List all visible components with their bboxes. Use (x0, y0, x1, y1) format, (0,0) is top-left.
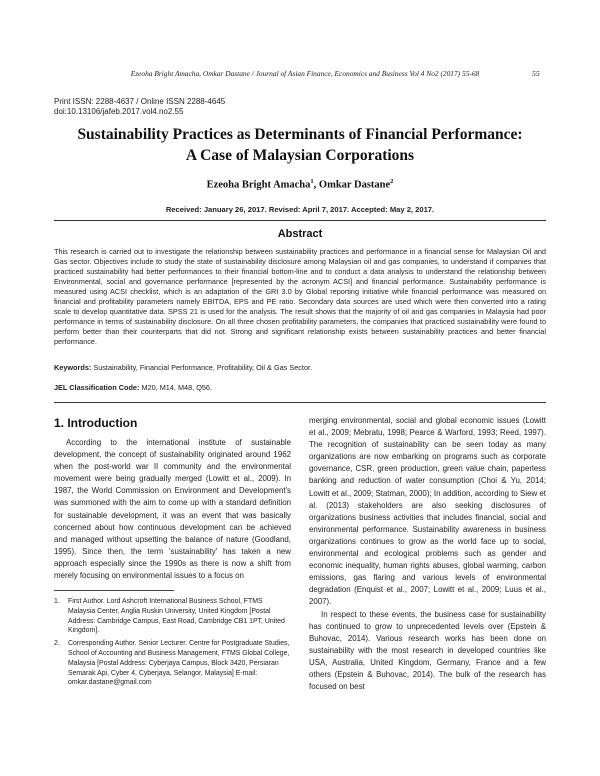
jel-classification (54, 383, 546, 393)
author-separator: , (313, 179, 319, 191)
author-list (40, 178, 560, 191)
abstract-heading: Abstract (277, 228, 323, 240)
footnote-1 (54, 597, 291, 636)
publication-info (54, 97, 225, 117)
intro-paragraph-2: In respect to these events, the business case for sustainability has continued to grow to unprecedented levels over (Epstein & Buhovac, 2014). Various research works has been done on sustainability with the most research in developed countries like USA, Australia, United Kingdom, Germany, France and a few others (Epstein & Buhovac, 2014). The bulk of the research has focused on best (309, 609, 546, 692)
footnote-1-number: 1. (54, 598, 60, 605)
keywords-label: Keywords: (54, 363, 92, 372)
author-2: Omkar Dastane (318, 179, 391, 191)
keywords (54, 363, 546, 373)
author-1-marker: 1 (310, 178, 314, 185)
divider-bottom (54, 402, 546, 403)
section-heading: 1. Introduction (54, 416, 138, 430)
divider-top (54, 220, 546, 221)
footnote-2 (54, 639, 291, 688)
doi-line: doi:10.13106/jafeb.2017.vol4.no2.55 (54, 107, 184, 116)
footnotes (54, 597, 291, 691)
footnote-1-text: First Author. Lord Ashcroft International Business School, FTMS Malaysia Center, Anglia Ruskin University, United Kingdom [Postal Address: Cambridge Campus, East Road, Cambridge CB1 1PT, United Kingdom]. (68, 598, 285, 635)
title-line-2: A Case of Malaysian Corporations (185, 147, 415, 164)
jel-label: JEL Classification Code: (54, 383, 140, 392)
intro-paragraph-1: According to the international institute of sustainable development, the concept of sustainability originated around 1962 when the post-world war II community and the environmental movement were being gradually merged (Lowitt et al., 2009). In 1987, the World Commission on Environment and Development's was summoned with the aim to come up with a standard definition for sustainable development, it was an event that was basically concerned about how continuous development can be achieved and managed without upsetting the balance of nature (Goodland, 1995). Since then, the term 'sustainability' has taken a new approach especially since the 1990s as there is now a shift from merely focusing on environmental issues to a focus on (54, 438, 291, 581)
page-number: 55 (532, 69, 540, 78)
footnote-2-number: 2. (54, 640, 60, 648)
jel-text: M20, M14, M48, Q56. (139, 383, 213, 392)
author-1: Ezeoha Bright Amacha (206, 179, 311, 191)
right-column (309, 415, 546, 693)
footnote-divider (54, 590, 174, 591)
intro-paragraph-1-continued: merging environmental, social and global economic issues (Lowitt et al., 2009; Mebratu, 1998; Pearce & Warford, 1993; Reed, 1997). The recognition of sustainability can be seen today as many organizations are now embarking on programs such as corporate governance, CSR, green production, green value chain, paperless banking and reduction of water consumption (Choi & Yu, 2014; Lowitt et al., 2009; Statman, 2000); In addition, according to Siew et al. (2013) stakeholders are also seeking disclosures of organizations business activities that includes financial, social and environmental performance. Sustainability awareness in business organizations continues to grow as the world face up to social, environmental and ecological problems such as gender and economic inequality, human rights abuses, global warming, carbon emissions, gas flaring and various levels of environmental degradation (Enquist et al., 2007; Lowitt et al., 2009; Luus et al., 2007). (309, 416, 546, 607)
left-column (54, 437, 291, 582)
submission-dates: Received: January 26, 2017. Revised: April 7, 2017. Accepted: May 2, 2017. (165, 205, 435, 214)
running-header: Ezeoha Bright Amacha, Omkar Dastane / Journal of Asian Finance, Economics and Business Vol 4 No2 (2017) 55-68 (130, 69, 480, 78)
abstract-body: This research is carried out to investigate the relationship between sustainability practices and performance in a financial sense for Malaysian Oil and Gas sector. Objectives include to study the state of sustainability disclosure among Malaysian oil and gas companies, to understand if companies that practiced sustainability had better performances to their financial bottom-line and to conduct a data analysis to understand the relationship between Environmental, social and governance performance [represented by the acronym ACSI] and financial performance. Sustainability performance is measured using ACSI checklist, which is an adaptation of the GRI 3.0 by Global reporting initiative while financial performance was measured on financial and profitability parameters namely EBITDA, EPS and PE ratio. Secondary data sources are used which were then converted into a rating scale to develop quantitative data. SPSS 21 is used for the analysis. The result shows that the majority of oil and gas companies in Malaysia had poor performance in terms of sustainability disclosure. On all three chosen profitability parameters, the companies that practiced sustainability were found to perform better than their counterparts that did not. Strong and significant relationship exists between sustainability practices and better financial performance. (54, 247, 546, 346)
title-line-1: Sustainability Practices as Determinants of Financial Performance: (77, 126, 523, 143)
keywords-text: Sustainability, Financial Performance, Profitability, Oil & Gas Sector. (91, 363, 313, 372)
paper-title (40, 124, 560, 166)
issn-line: Print ISSN: 2288-4637 / Online ISSN 2288-4645 (54, 97, 226, 106)
author-2-marker: 2 (390, 178, 394, 185)
footnote-2-text: Corresponding Author. Senior Lecturer. Centre for Postgraduate Studies, School of Accounting and Business Management, FTMS Global College, Malaysia [Postal Address: Cyberjaya Campus, Block 3420, Persiaran Semarak Api, Cyber 4, Cyberjaya, Selangor, Malaysia] E-mail: omkar.dastane@gmail.com (68, 640, 290, 687)
